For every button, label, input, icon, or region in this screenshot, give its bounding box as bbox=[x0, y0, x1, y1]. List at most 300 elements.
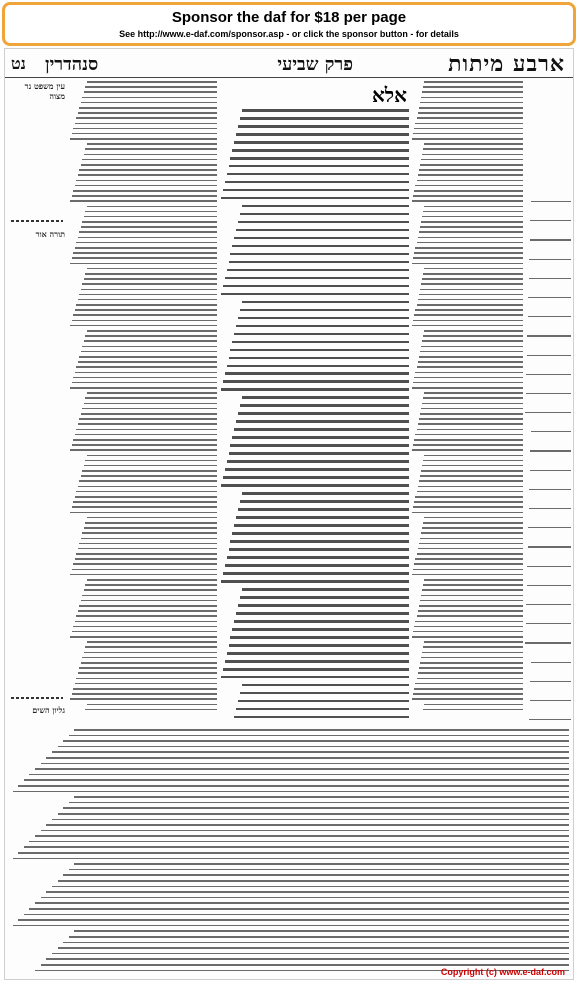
text-line bbox=[81, 413, 217, 415]
text-line bbox=[41, 830, 569, 832]
text-line bbox=[73, 688, 217, 690]
text-line bbox=[75, 185, 217, 187]
text-line bbox=[76, 553, 217, 555]
text-line bbox=[223, 476, 409, 479]
text-line bbox=[13, 858, 569, 860]
text-line bbox=[79, 418, 217, 420]
text-line bbox=[75, 621, 217, 623]
text-line bbox=[24, 779, 569, 781]
text-line bbox=[81, 351, 217, 353]
text-line bbox=[527, 566, 571, 567]
text-line bbox=[82, 283, 217, 285]
text-line bbox=[419, 543, 523, 545]
text-line bbox=[421, 408, 523, 410]
text-line bbox=[87, 517, 217, 519]
text-line bbox=[236, 612, 409, 615]
text-line bbox=[412, 698, 523, 700]
text-line bbox=[240, 596, 409, 599]
text-line bbox=[413, 195, 523, 197]
text-line bbox=[242, 588, 409, 591]
text-line bbox=[414, 252, 523, 254]
text-line bbox=[35, 768, 569, 770]
text-line bbox=[418, 672, 523, 674]
text-line bbox=[72, 631, 217, 633]
text-line bbox=[238, 317, 409, 320]
text-line bbox=[242, 205, 409, 208]
text-line bbox=[417, 615, 523, 617]
page-number: נט bbox=[11, 54, 26, 73]
text-line bbox=[424, 455, 523, 457]
text-line bbox=[232, 341, 409, 344]
text-line bbox=[419, 605, 523, 607]
text-line bbox=[227, 365, 409, 368]
text-line bbox=[79, 480, 217, 482]
text-line bbox=[414, 190, 523, 192]
text-line bbox=[72, 257, 217, 259]
text-line bbox=[527, 585, 571, 586]
text-line bbox=[530, 700, 571, 701]
text-line bbox=[412, 200, 523, 202]
text-line bbox=[221, 580, 409, 583]
text-line bbox=[423, 273, 523, 275]
text-line bbox=[58, 947, 569, 949]
text-line bbox=[72, 569, 217, 571]
text-line bbox=[225, 468, 409, 471]
text-line bbox=[417, 366, 523, 368]
text-line bbox=[18, 785, 569, 787]
text-line bbox=[74, 796, 569, 798]
text-line bbox=[227, 269, 409, 272]
text-line bbox=[238, 412, 409, 415]
text-line bbox=[419, 294, 523, 296]
text-line bbox=[234, 237, 409, 240]
text-line bbox=[414, 314, 523, 316]
text-line bbox=[240, 117, 409, 120]
text-line bbox=[422, 340, 523, 342]
text-line bbox=[29, 774, 569, 776]
text-line bbox=[73, 439, 217, 441]
text-line bbox=[81, 226, 217, 228]
text-line bbox=[531, 431, 571, 432]
text-line bbox=[85, 148, 217, 150]
text-line bbox=[75, 372, 217, 374]
text-line bbox=[223, 668, 409, 671]
text-line bbox=[52, 819, 569, 821]
text-line bbox=[418, 112, 523, 114]
text-line bbox=[422, 91, 523, 93]
text-line bbox=[73, 314, 217, 316]
text-line bbox=[236, 420, 409, 423]
text-line bbox=[70, 138, 217, 140]
text-line bbox=[418, 548, 523, 550]
text-line bbox=[78, 361, 217, 363]
gemara-column bbox=[219, 81, 409, 721]
text-line bbox=[81, 289, 217, 291]
text-line bbox=[75, 123, 217, 125]
text-line bbox=[415, 558, 523, 560]
rashi-text bbox=[69, 81, 217, 721]
ein-mishpat-label: עין משפט נר מצוה bbox=[24, 81, 65, 101]
text-line bbox=[421, 657, 523, 659]
text-line bbox=[18, 919, 569, 921]
text-line bbox=[72, 195, 217, 197]
text-line bbox=[422, 154, 523, 156]
text-line bbox=[529, 278, 571, 279]
text-line bbox=[414, 439, 523, 441]
text-line bbox=[420, 164, 523, 166]
text-line bbox=[87, 206, 217, 208]
text-line bbox=[72, 444, 217, 446]
text-line bbox=[236, 708, 409, 711]
text-line bbox=[81, 164, 217, 166]
text-line bbox=[413, 569, 523, 571]
text-line bbox=[420, 226, 523, 228]
text-line bbox=[424, 517, 523, 519]
text-line bbox=[232, 628, 409, 631]
text-line bbox=[417, 678, 523, 680]
text-line bbox=[418, 299, 523, 301]
header-rule bbox=[5, 77, 573, 78]
text-line bbox=[422, 527, 523, 529]
text-line bbox=[419, 356, 523, 358]
text-line bbox=[24, 914, 569, 916]
text-line bbox=[46, 958, 569, 960]
text-line bbox=[78, 174, 217, 176]
text-line bbox=[525, 642, 571, 643]
text-line bbox=[221, 197, 409, 200]
text-line bbox=[230, 253, 409, 256]
left-margin-text bbox=[7, 111, 67, 721]
text-line bbox=[72, 506, 217, 508]
text-line bbox=[69, 869, 569, 871]
text-line bbox=[225, 277, 409, 280]
text-line bbox=[236, 229, 409, 232]
text-line bbox=[242, 301, 409, 304]
text-line bbox=[229, 452, 410, 455]
text-line bbox=[421, 97, 523, 99]
text-line bbox=[424, 268, 523, 270]
text-line bbox=[85, 86, 217, 88]
text-line bbox=[85, 709, 217, 711]
text-line bbox=[525, 412, 571, 413]
text-line bbox=[74, 729, 569, 731]
text-line bbox=[69, 936, 569, 938]
text-line bbox=[236, 133, 409, 136]
text-line bbox=[232, 149, 409, 152]
text-line bbox=[415, 434, 523, 436]
text-line bbox=[72, 133, 217, 135]
text-line bbox=[238, 221, 409, 224]
text-line bbox=[232, 532, 409, 535]
text-line bbox=[420, 351, 523, 353]
text-line bbox=[87, 455, 217, 457]
ornament-divider bbox=[11, 216, 63, 226]
text-line bbox=[412, 574, 523, 576]
text-line bbox=[82, 657, 217, 659]
text-line bbox=[84, 527, 217, 529]
text-line bbox=[74, 863, 569, 865]
text-line bbox=[423, 646, 523, 648]
text-line bbox=[413, 320, 523, 322]
text-line bbox=[240, 692, 409, 695]
text-line bbox=[417, 304, 523, 306]
text-line bbox=[230, 157, 409, 160]
text-line bbox=[531, 201, 571, 202]
text-line bbox=[421, 470, 523, 472]
text-line bbox=[70, 387, 217, 389]
text-line bbox=[82, 595, 217, 597]
gilyon-label: גליון השים bbox=[32, 705, 65, 715]
text-line bbox=[82, 470, 217, 472]
text-line bbox=[73, 377, 217, 379]
text-line bbox=[414, 688, 523, 690]
text-line bbox=[423, 86, 523, 88]
text-line bbox=[69, 802, 569, 804]
text-line bbox=[63, 874, 569, 876]
text-line bbox=[230, 444, 409, 447]
text-line bbox=[81, 102, 217, 104]
text-line bbox=[78, 610, 217, 612]
text-line bbox=[232, 245, 409, 248]
text-line bbox=[412, 138, 523, 140]
text-line bbox=[87, 704, 217, 706]
text-line bbox=[419, 169, 523, 171]
text-line bbox=[75, 247, 217, 249]
text-line bbox=[46, 757, 569, 759]
text-line bbox=[78, 112, 217, 114]
text-line bbox=[530, 470, 571, 471]
text-line bbox=[79, 605, 217, 607]
text-line bbox=[84, 91, 217, 93]
text-line bbox=[223, 572, 409, 575]
text-line bbox=[29, 841, 569, 843]
text-line bbox=[414, 563, 523, 565]
text-line bbox=[52, 886, 569, 888]
text-line bbox=[81, 662, 217, 664]
text-line bbox=[13, 791, 569, 793]
text-line bbox=[417, 180, 523, 182]
text-line bbox=[421, 221, 523, 223]
text-line bbox=[526, 604, 571, 605]
text-line bbox=[415, 683, 523, 685]
text-line bbox=[242, 492, 409, 495]
text-line bbox=[76, 242, 217, 244]
text-line bbox=[227, 460, 409, 463]
text-line bbox=[530, 681, 571, 682]
text-line bbox=[81, 538, 217, 540]
text-line bbox=[87, 579, 217, 581]
text-line bbox=[415, 372, 523, 374]
bottom-commentary bbox=[7, 725, 569, 975]
text-line bbox=[58, 880, 569, 882]
sponsor-title[interactable]: Sponsor the daf for $18 per page bbox=[171, 9, 407, 26]
text-line bbox=[82, 97, 217, 99]
text-line bbox=[413, 693, 523, 695]
text-line bbox=[234, 333, 409, 336]
text-line bbox=[79, 356, 217, 358]
text-line bbox=[70, 698, 217, 700]
text-line bbox=[70, 325, 217, 327]
text-line bbox=[76, 180, 217, 182]
text-line bbox=[236, 516, 409, 519]
text-line bbox=[35, 902, 569, 904]
text-line bbox=[58, 813, 569, 815]
page-header bbox=[5, 51, 573, 77]
text-line bbox=[415, 185, 523, 187]
text-line bbox=[73, 563, 217, 565]
bottom-commentary-text bbox=[7, 729, 569, 975]
text-line bbox=[223, 189, 409, 192]
text-line bbox=[76, 304, 217, 306]
text-line bbox=[73, 128, 217, 130]
text-line bbox=[87, 143, 217, 145]
gemara-opening-word: אלא bbox=[371, 83, 407, 107]
text-line bbox=[417, 429, 523, 431]
text-line bbox=[418, 423, 523, 425]
text-line bbox=[528, 527, 571, 528]
text-line bbox=[223, 380, 409, 383]
text-line bbox=[420, 289, 523, 291]
text-line bbox=[238, 508, 409, 511]
sponsor-banner[interactable] bbox=[2, 2, 576, 46]
text-line bbox=[415, 496, 523, 498]
torah-or-label: תורה אור bbox=[35, 229, 65, 239]
text-line bbox=[221, 484, 409, 487]
text-line bbox=[423, 335, 523, 337]
text-line bbox=[420, 413, 523, 415]
right-margin-text bbox=[525, 201, 571, 721]
text-line bbox=[413, 382, 523, 384]
text-line bbox=[420, 102, 523, 104]
text-line bbox=[415, 123, 523, 125]
text-line bbox=[81, 475, 217, 477]
text-line bbox=[418, 174, 523, 176]
text-line bbox=[530, 450, 571, 451]
text-line bbox=[526, 623, 571, 624]
text-line bbox=[87, 81, 217, 83]
tosafot-text bbox=[411, 81, 523, 721]
text-line bbox=[242, 109, 409, 112]
text-line bbox=[414, 501, 523, 503]
text-line bbox=[229, 261, 410, 264]
text-line bbox=[420, 538, 523, 540]
text-line bbox=[85, 335, 217, 337]
text-line bbox=[240, 404, 409, 407]
text-line bbox=[526, 393, 571, 394]
perek-title: פרק שביעי bbox=[277, 54, 353, 75]
text-line bbox=[527, 335, 571, 336]
text-line bbox=[29, 908, 569, 910]
text-line bbox=[417, 117, 523, 119]
text-line bbox=[420, 662, 523, 664]
text-line bbox=[70, 449, 217, 451]
text-line bbox=[413, 133, 523, 135]
text-line bbox=[242, 684, 409, 687]
text-line bbox=[78, 486, 217, 488]
text-line bbox=[85, 397, 217, 399]
text-line bbox=[79, 543, 217, 545]
text-line bbox=[63, 807, 569, 809]
text-line bbox=[421, 283, 523, 285]
text-line bbox=[70, 574, 217, 576]
text-line bbox=[63, 942, 569, 944]
text-line bbox=[424, 579, 523, 581]
text-line bbox=[76, 366, 217, 368]
text-line bbox=[230, 349, 409, 352]
talmud-page bbox=[4, 48, 574, 980]
text-line bbox=[422, 465, 523, 467]
text-line bbox=[87, 641, 217, 643]
text-line bbox=[417, 491, 523, 493]
text-line bbox=[530, 220, 571, 221]
text-line bbox=[234, 141, 409, 144]
copyright-notice[interactable]: Copyright (c) www.e-daf.com bbox=[440, 967, 565, 977]
text-line bbox=[424, 330, 523, 332]
text-line bbox=[418, 361, 523, 363]
text-line bbox=[221, 293, 409, 296]
text-line bbox=[529, 719, 571, 720]
text-line bbox=[415, 621, 523, 623]
text-line bbox=[76, 117, 217, 119]
text-line bbox=[528, 297, 571, 298]
text-line bbox=[84, 403, 217, 405]
text-line bbox=[413, 506, 523, 508]
text-line bbox=[41, 897, 569, 899]
text-line bbox=[421, 159, 523, 161]
text-line bbox=[423, 709, 523, 711]
text-line bbox=[418, 237, 523, 239]
text-line bbox=[225, 564, 409, 567]
text-line bbox=[221, 676, 409, 679]
text-line bbox=[229, 357, 410, 360]
text-line bbox=[82, 408, 217, 410]
gemara-text bbox=[219, 109, 409, 721]
text-line bbox=[70, 512, 217, 514]
left-margin-column bbox=[7, 81, 67, 721]
text-line bbox=[424, 81, 523, 83]
text-line bbox=[85, 584, 217, 586]
text-line bbox=[72, 382, 217, 384]
text-line bbox=[41, 763, 569, 765]
text-line bbox=[35, 835, 569, 837]
text-line bbox=[82, 346, 217, 348]
text-line bbox=[225, 372, 409, 375]
text-line bbox=[234, 524, 409, 527]
text-line bbox=[85, 273, 217, 275]
text-line bbox=[81, 600, 217, 602]
text-line bbox=[75, 434, 217, 436]
text-line bbox=[79, 294, 217, 296]
text-line bbox=[75, 683, 217, 685]
text-line bbox=[76, 491, 217, 493]
text-line bbox=[46, 891, 569, 893]
text-line bbox=[85, 646, 217, 648]
text-line bbox=[529, 259, 571, 260]
sponsor-subtitle: See http://www.e-daf.com/sponsor.asp - or click the sponsor button - for details bbox=[119, 29, 459, 39]
text-line bbox=[58, 746, 569, 748]
text-line bbox=[421, 346, 523, 348]
text-line bbox=[234, 428, 409, 431]
text-line bbox=[412, 636, 523, 638]
rashi-column bbox=[69, 81, 217, 721]
text-line bbox=[229, 165, 410, 168]
text-line bbox=[70, 636, 217, 638]
text-line bbox=[423, 584, 523, 586]
text-line bbox=[531, 662, 571, 663]
text-line bbox=[236, 325, 409, 328]
text-line bbox=[87, 330, 217, 332]
text-line bbox=[413, 444, 523, 446]
